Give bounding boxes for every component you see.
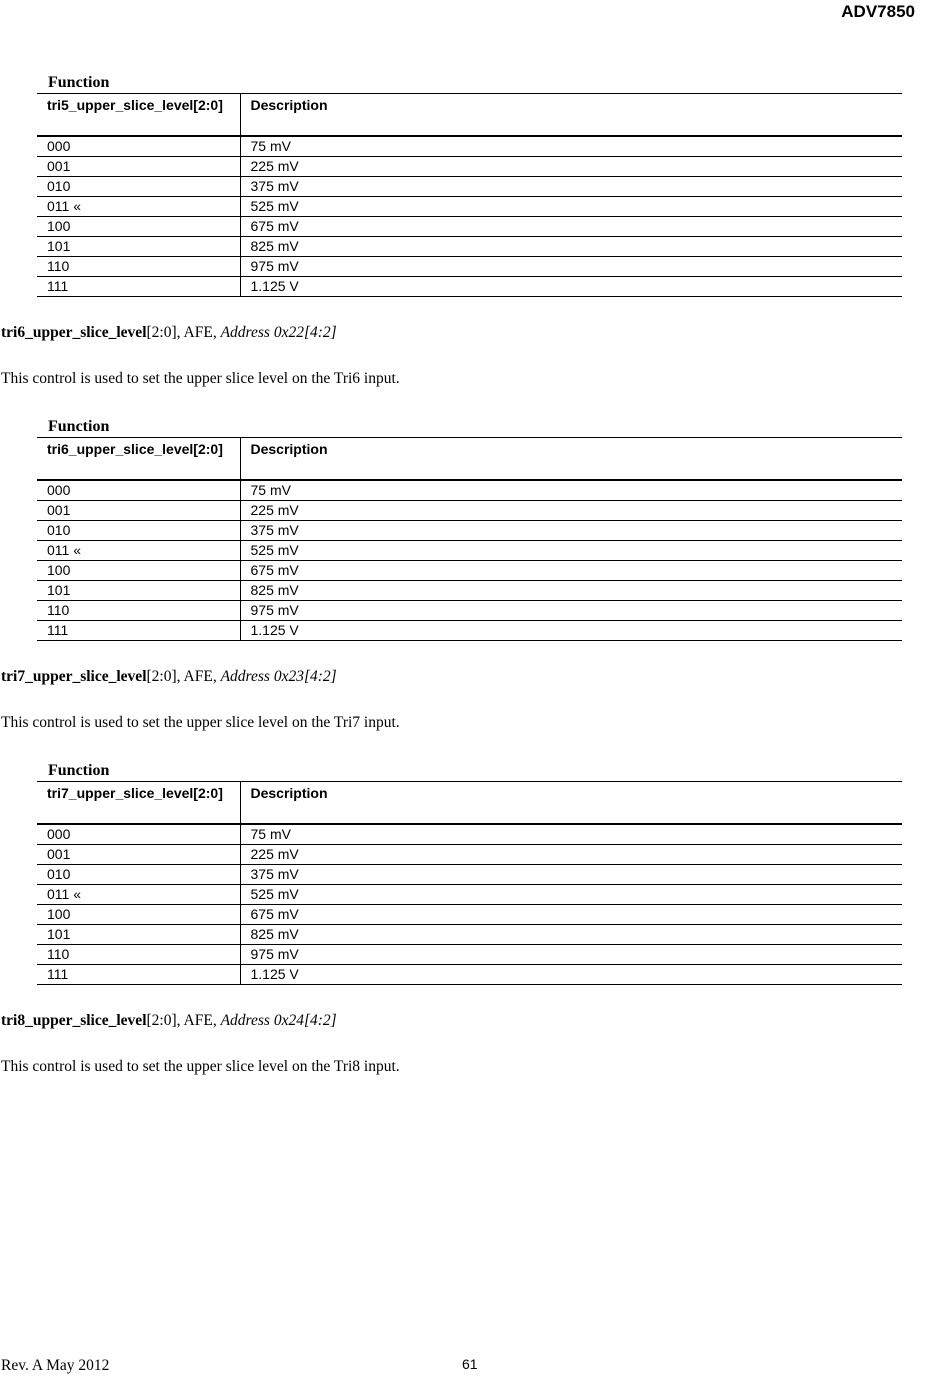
bitfield-value-cell: 111: [37, 277, 240, 297]
table-row: [37, 541, 902, 561]
table-row: [37, 480, 902, 501]
bitfield-value-cell: 100: [37, 217, 240, 237]
column-header-description: Description: [240, 438, 902, 481]
register-table: [37, 93, 902, 297]
table-row: [37, 237, 902, 257]
table-row: [37, 601, 902, 621]
description-cell: 825 mV: [240, 237, 902, 257]
column-header-bitfield: tri6_upper_slice_level[2:0]: [37, 438, 240, 481]
table-row: [37, 925, 902, 945]
table-row: [37, 277, 902, 297]
description-cell: 675 mV: [240, 561, 902, 581]
register-bits: [2:0]: [146, 324, 177, 341]
bitfield-value-cell: 010: [37, 865, 240, 885]
description-cell: 375 mV: [240, 521, 902, 541]
register-title-tri8: [1, 1012, 337, 1030]
description-cell: 225 mV: [240, 845, 902, 865]
description-cell: 525 mV: [240, 541, 902, 561]
table-row: [37, 217, 902, 237]
table-caption: Function: [48, 762, 110, 779]
bitfield-value-cell: 011 «: [37, 541, 240, 561]
table-row: [37, 197, 902, 217]
table-caption: Function: [48, 418, 110, 435]
register-description-tri7: This control is used to set the upper slice level on the Tri7 input.: [1, 714, 400, 731]
description-cell: 525 mV: [240, 885, 902, 905]
table-row: [37, 885, 902, 905]
description-cell: 525 mV: [240, 197, 902, 217]
description-cell: 675 mV: [240, 905, 902, 925]
register-address: Address 0x23[4:2]: [220, 668, 337, 685]
bitfield-value-cell: 100: [37, 905, 240, 925]
table-row: [37, 824, 902, 845]
column-header-description: Description: [240, 782, 902, 825]
bitfield-value-cell: 001: [37, 845, 240, 865]
register-description-tri8: This control is used to set the upper slice level on the Tri8 input.: [1, 1058, 400, 1075]
register-title-tri7: [1, 668, 337, 686]
register-name: tri8_upper_slice_level: [1, 1012, 147, 1029]
description-cell: 375 mV: [240, 177, 902, 197]
register-address: Address 0x24[4:2]: [220, 1012, 337, 1029]
bitfield-value-cell: 101: [37, 925, 240, 945]
column-header-bitfield: tri7_upper_slice_level[2:0]: [37, 782, 240, 825]
function-table-tri6: [37, 417, 902, 641]
column-header-bitfield: tri5_upper_slice_level[2:0]: [37, 94, 240, 137]
register-description-tri6: This control is used to set the upper slice level on the Tri6 input.: [1, 370, 400, 387]
description-cell: 75 mV: [240, 480, 902, 501]
bitfield-value-cell: 100: [37, 561, 240, 581]
register-table: [37, 781, 902, 985]
table-row: [37, 581, 902, 601]
table-row: [37, 561, 902, 581]
footer-page-number: 61: [462, 1356, 478, 1372]
table-row: [37, 945, 902, 965]
bitfield-value-cell: 011 «: [37, 885, 240, 905]
description-cell: 1.125 V: [240, 277, 902, 297]
function-table-tri5: [37, 73, 902, 297]
table-row: [37, 257, 902, 277]
bitfield-value-cell: 000: [37, 480, 240, 501]
description-cell: 75 mV: [240, 136, 902, 157]
table-row: [37, 521, 902, 541]
register-table: [37, 437, 902, 641]
table-row: [37, 177, 902, 197]
bitfield-value-cell: 001: [37, 501, 240, 521]
description-cell: 375 mV: [240, 865, 902, 885]
bitfield-value-cell: 110: [37, 257, 240, 277]
description-cell: 975 mV: [240, 945, 902, 965]
bitfield-value-cell: 011 «: [37, 197, 240, 217]
table-row: [37, 845, 902, 865]
footer-revision: Rev. A May 2012: [1, 1357, 110, 1374]
bitfield-value-cell: 000: [37, 824, 240, 845]
description-cell: 675 mV: [240, 217, 902, 237]
table-row: [37, 501, 902, 521]
register-name: tri6_upper_slice_level: [1, 324, 147, 341]
description-cell: 75 mV: [240, 824, 902, 845]
register-block: , AFE,: [176, 324, 221, 341]
bitfield-value-cell: 101: [37, 237, 240, 257]
bitfield-value-cell: 101: [37, 581, 240, 601]
table-row: [37, 965, 902, 985]
description-cell: 225 mV: [240, 157, 902, 177]
description-cell: 975 mV: [240, 257, 902, 277]
register-block: , AFE,: [176, 1012, 221, 1029]
table-row: [37, 136, 902, 157]
bitfield-value-cell: 111: [37, 965, 240, 985]
description-cell: 1.125 V: [240, 965, 902, 985]
register-bits: [2:0]: [146, 668, 177, 685]
description-cell: 975 mV: [240, 601, 902, 621]
table-caption: Function: [48, 74, 110, 91]
bitfield-value-cell: 010: [37, 177, 240, 197]
bitfield-value-cell: 001: [37, 157, 240, 177]
table-row: [37, 905, 902, 925]
part-number-header: ADV7850: [841, 2, 915, 21]
bitfield-value-cell: 111: [37, 621, 240, 641]
register-name: tri7_upper_slice_level: [1, 668, 147, 685]
function-table-tri7: [37, 761, 902, 985]
bitfield-value-cell: 000: [37, 136, 240, 157]
bitfield-value-cell: 110: [37, 601, 240, 621]
table-row: [37, 621, 902, 641]
description-cell: 825 mV: [240, 581, 902, 601]
bitfield-value-cell: 010: [37, 521, 240, 541]
bitfield-value-cell: 110: [37, 945, 240, 965]
table-row: [37, 865, 902, 885]
register-title-tri6: [1, 324, 337, 342]
description-cell: 1.125 V: [240, 621, 902, 641]
register-block: , AFE,: [176, 668, 221, 685]
table-row: [37, 157, 902, 177]
description-cell: 225 mV: [240, 501, 902, 521]
register-address: Address 0x22[4:2]: [220, 324, 337, 341]
description-cell: 825 mV: [240, 925, 902, 945]
register-bits: [2:0]: [146, 1012, 177, 1029]
column-header-description: Description: [240, 94, 902, 137]
